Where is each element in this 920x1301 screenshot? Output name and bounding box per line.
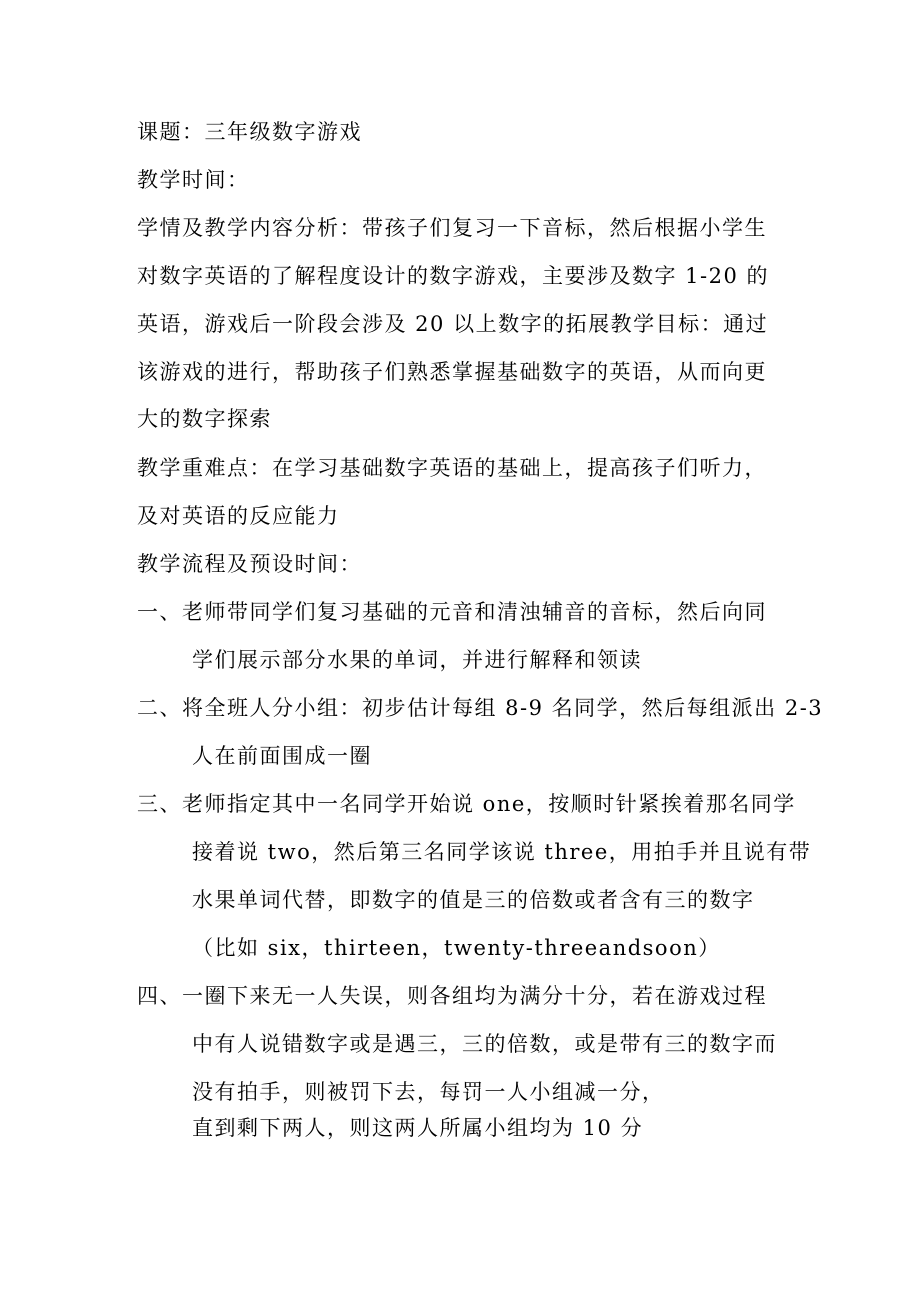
analysis-line: 学情及教学内容分析：带孩子们复习一下音标，然后根据小学生 <box>137 216 767 240</box>
step-1-line: 学们展示部分水果的单词，并进行解释和领读 <box>192 648 642 672</box>
key-points-line: 教学重难点：在学习基础数字英语的基础上，提高孩子们听力， <box>137 456 767 480</box>
step-3-line: 三、老师指定其中一名同学开始说 one，按顺时针紧挨着那名同学 <box>137 792 796 816</box>
teaching-time: 教学时间： <box>137 168 250 192</box>
step-3-line: （比如 six，thirteen，twenty-threeandsoon） <box>192 936 721 960</box>
step-2-line: 二、将全班人分小组：初步估计每组 8-9 名同学，然后每组派出 2-3 <box>137 696 824 720</box>
step-3-line: 接着说 two，然后第三名同学该说 three，用拍手并且说有带 <box>192 840 812 864</box>
analysis-line: 英语，游戏后一阶段会涉及 20 以上数字的拓展教学目标：通过 <box>137 312 769 336</box>
analysis-line: 大的数字探索 <box>137 407 272 431</box>
step-4-line: 中有人说错数字或是遇三，三的倍数，或是带有三的数字而 <box>192 1032 777 1056</box>
analysis-line: 该游戏的进行，帮助孩子们熟悉掌握基础数字的英语，从而向更 <box>137 360 767 384</box>
step-3-line: 水果单词代替，即数字的值是三的倍数或者含有三的数字 <box>192 888 755 912</box>
step-4-line: 直到剩下两人，则这两人所属小组均为 10 分 <box>192 1116 644 1140</box>
process-heading: 教学流程及预设时间： <box>137 552 362 576</box>
key-points-line: 及对英语的反应能力 <box>137 504 340 528</box>
analysis-line: 对数字英语的了解程度设计的数字游戏，主要涉及数字 1-20 的 <box>137 264 770 288</box>
step-4-line: 四、一圈下来无一人失误，则各组均为满分十分，若在游戏过程 <box>137 984 767 1008</box>
step-1-line: 一、老师带同学们复习基础的元音和清浊辅音的音标，然后向同 <box>137 600 767 624</box>
step-4-line: 没有拍手，则被罚下去，每罚一人小组减一分， <box>192 1080 665 1104</box>
lesson-title: 课题：三年级数字游戏 <box>137 120 362 144</box>
step-2-line: 人在前面围成一圈 <box>192 744 372 768</box>
